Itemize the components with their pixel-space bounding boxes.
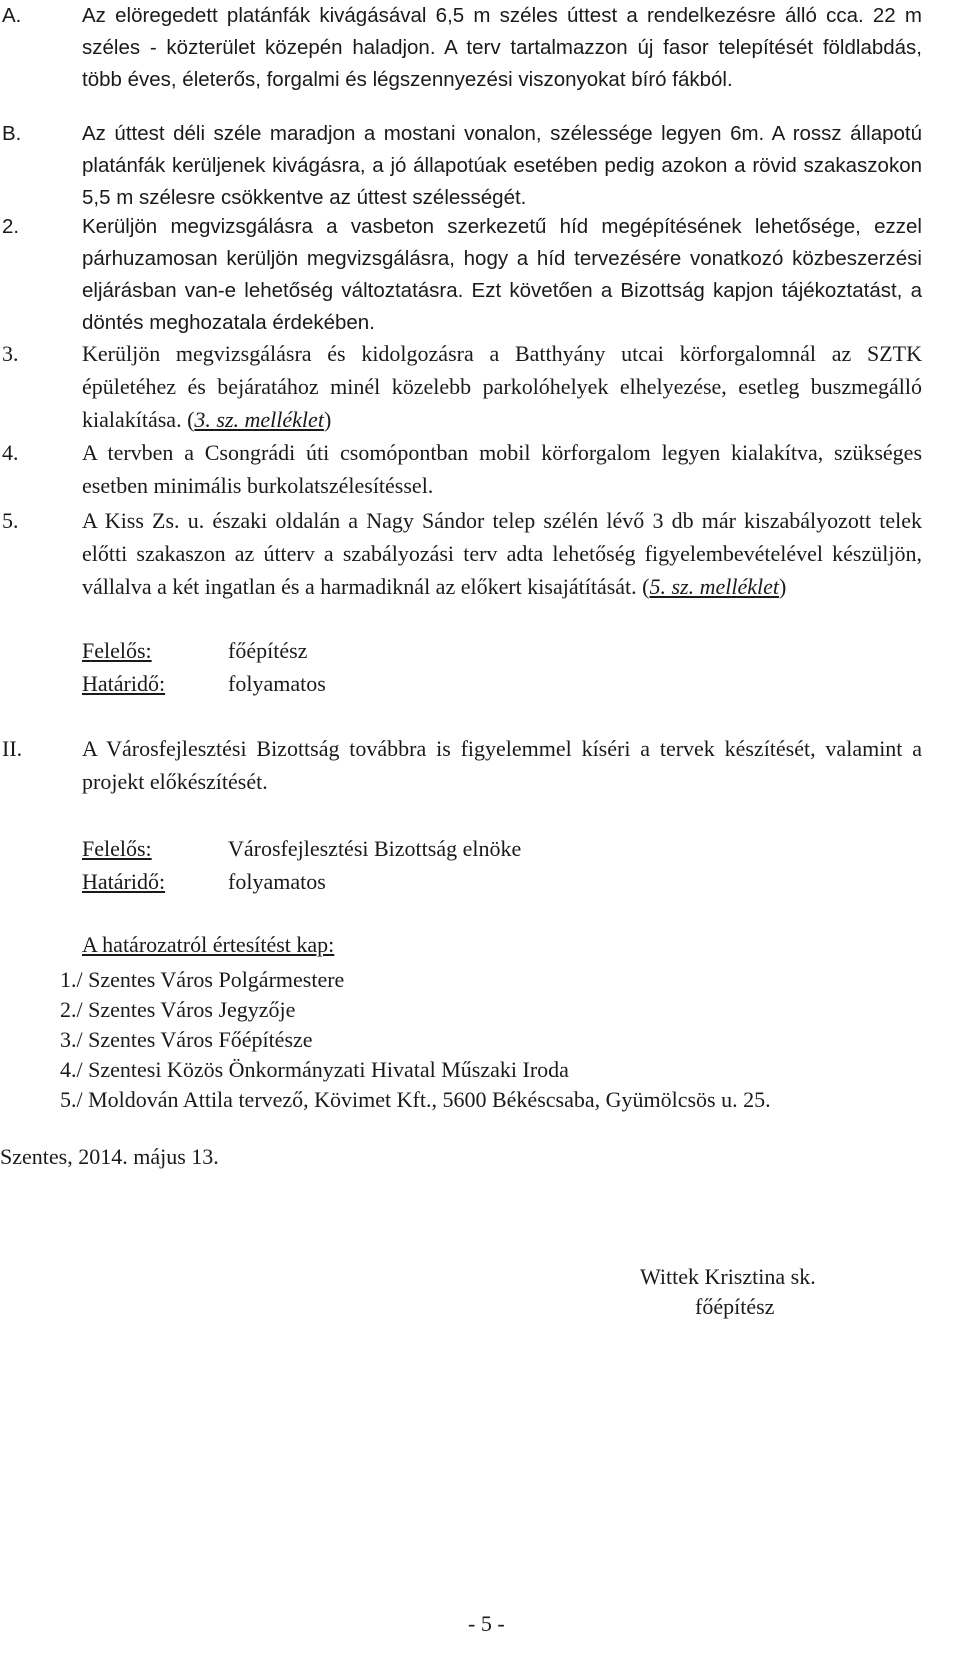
item-5-attachment-ref: 5. sz. melléklet [649, 574, 780, 599]
recipient-item: 3./ Szentes Város Főépítésze [60, 1027, 313, 1052]
hatarido-label: Határidő: [82, 869, 166, 894]
item-2-number: 2. [2, 215, 20, 238]
felelos-value: főépítész [228, 638, 308, 663]
item-b-text: Az úttest déli széle maradjon a mostani vonalon, szélessége legyen 6m. A rossz állapotú platánfák kerüljenek kivágásra, a jó állapotúak esetében pedig azokon a rövid szakaszokon 5,5 m szélesre csökkentve az úttest szélességét. [82, 122, 922, 209]
document-date: Szentes, 2014. május 13. [0, 1144, 219, 1169]
recipient-item: 5./ Moldován Attila tervező, Kövimet Kft., 5600 Békéscsaba, Gyümölcsös u. 25. [60, 1087, 771, 1112]
item-a [0, 0, 922, 96]
item-3-attachment-ref: 3. sz. melléklet [194, 407, 324, 432]
item-a-text: Az elöregedett platánfák kivágásával 6,5 m széles úttest a rendelkezésre álló cca. 22 m széles - közterület közepén haladjon. A terv tartalmazzon új fasor telepítését földlabdás, több éves, életerős, forgalmi és légszennyezési viszonyokat bíró fákból. [82, 4, 922, 91]
item-5 [0, 504, 922, 603]
hatarido-value: folyamatos [228, 869, 326, 894]
hatarido-label: Határidő: [82, 671, 166, 696]
recipient-item: 1./ Szentes Város Polgármestere [60, 967, 345, 992]
item-2 [0, 211, 922, 339]
item-5-body: A Kiss Zs. u. északi oldalán a Nagy Sándor telep szélén lévő 3 db már kiszabályozott telek előtti szakaszon az útterv a szabályozási terv adta lehetőség figyelembevételével készüljön, vállalva a két ingatlan és a harmadiknál az előkert kisajátítását. ( [82, 508, 922, 599]
item-4 [0, 436, 922, 502]
responsible-block-1 [0, 634, 900, 700]
item-3-number: 3. [2, 341, 19, 366]
section-ii-number: II. [2, 736, 23, 761]
item-4-number: 4. [2, 440, 19, 465]
section-ii-text: A Városfejlesztési Bizottság továbbra is figyelemmel kíséri a tervek készítését, valamint a projekt előkészítését. [82, 736, 922, 794]
section-ii [0, 732, 922, 798]
item-b [0, 118, 922, 214]
recipient-item: 4./ Szentesi Közös Önkormányzati Hivatal Műszaki Iroda [60, 1057, 569, 1082]
signature-name: Wittek Krisztina sk. [640, 1264, 816, 1289]
item-3-body: Kerüljön megvizsgálásra és kidolgozásra a Batthyány utcai körforgalomnál az SZTK épületéhez és bejáratához minél közelebb parkolóhelyek elhelyezése, esetleg buszmegálló kialakítása. ( [82, 341, 922, 432]
felelos-value: Városfejlesztési Bizottság elnöke [228, 836, 522, 861]
item-a-number: A. [2, 4, 22, 27]
page-number: - 5 - [468, 1611, 505, 1636]
item-5-text [82, 504, 922, 603]
item-2-text: Kerüljön megvizsgálásra a vasbeton szerkezetű híd megépítésének lehetősége, ezzel párhuzamosan kerüljön megvizsgálásra, hogy a híd tervezésére vonatkozó közbeszerzési eljárásban van-e lehetőség változtatásra. Ezt követően a Bizottság kapjon tájékoztatást, a döntés meghozatala érdekében. [82, 215, 922, 334]
item-3-text [82, 337, 922, 436]
item-b-number: B. [2, 122, 22, 145]
item-3 [0, 337, 922, 436]
item-3-close: ) [323, 407, 332, 432]
signature-title: főépítész [695, 1294, 775, 1319]
felelos-label: Felelős: [82, 638, 152, 663]
responsible-block-2 [0, 832, 900, 898]
recipient-item: 2./ Szentes Város Jegyzője [60, 997, 296, 1022]
notify-heading: A határozatról értesítést kap: [82, 932, 335, 957]
item-5-close: ) [779, 574, 787, 599]
hatarido-value: folyamatos [228, 671, 326, 696]
item-4-text: A tervben a Csongrádi úti csomópontban mobil körforgalom legyen kialakítva, szükséges esetben minimális burkolatszélesítéssel. [82, 440, 922, 498]
item-5-number: 5. [2, 508, 19, 533]
felelos-label: Felelős: [82, 836, 152, 861]
